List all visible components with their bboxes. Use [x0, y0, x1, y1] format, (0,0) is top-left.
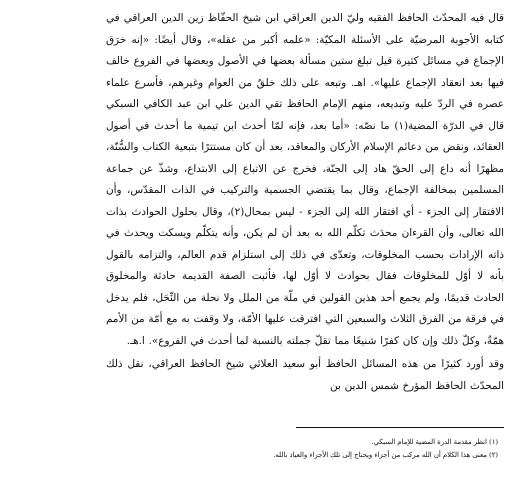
- paragraph-1: قال فيه المحدّث الحافظ الفقيه وليّ الدين العراقي ابن شيخ الحفّاظ زين الدين العراقي في كتابه الأجوبة المرضيّة على الأسئلة المكيّة: «علمه أكبر من عقله»، وقال أيضًا: «إنه خرَق الإجماع في مسائل كثيرة قيل تبلغ ستين مسألة بعضها في الأصول وبعضها في الفروع خالف فيها بعد انعقاد الإجماع عليها». اهـ. وتبعه على ذلك خلقٌ من العوام وغيرهم، فأسرع علماء عصره في الردّ عليه وتبديعه، منهم الإمام الحافظ تقي الدين علي ابن عبد الكافي السبكي قال في الدرّة المضية(١) ما نصّه: «أما بعد، فإنه لمّا أحدث ابن تيمية ما أحدث في أصول العقائد، ونقض من دعائم الإسلام الأركان والمعاقد، بعد أن كان مستترًا بتبعية الكتاب والسُّنّة، مظهرًا أنه داع إلى الحقّ هاد إلى الجنّة، فخرج عن الاتباع إلى الابتداع، وشذّ عن جماعة المسلمين بمخالفة الإجماع، وقال بما يقتضي الجسمية والتركيب في الذات المقدّس، وأن الافتقار إلى الجزء - أي افتقار الله إلى الجزء - ليس بمحال(٢)، وقال بحلول الحوادث بذات الله تعالى، وأن القرءان محدَث تكلّم الله به بعد أن لم يكن، وأنه يتكلّم ويسكت ويحدث في ذاته الإرادات بحسب المخلوقات، وتعدّى في ذلك إلى استلزام قدم العالم، والتزامه بالقول بأنه لا أوّل للمخلوقات فقال بحوادث لا أوّل لها، فأثبت الصفة القديمة حادثة والمخلوق الحادث قديمًا، ولم يجمع أحد هذين القولين في ملّة من الملل ولا نحلة من النِّحَل، فلم يدخل في فرقة من الفرق الثلاث والسبعين التي افترقت عليها الأمّة، ولا وقفت به مع أمّة من الأمم همّةٌ، وكلّ ذلك وإن كان كفرًا شنيعًا مما تقلّ جملته بالنسبة لما أحدث في الفروع». ا.هـ.: [106, 12, 504, 347]
- main-text: [106, 8, 504, 397]
- footnote-separator: [296, 427, 504, 428]
- footnote-2: (٢) معنى هذا الكلام أن الله مركب من أجزاء ويحتاج إلى تلك الأجزاء والعياذ بالله.: [273, 451, 498, 459]
- footnote-1: (١) انظر مقدمة الدرة المضية للإمام السبكي.: [371, 438, 498, 446]
- paragraph-2: وقد أورد كثيرًا من هذه المسائل الحافظ أبو سعيد العلائي شيخ الحافظ العراقي، نقل ذلك المحدّث الحافظ المؤرخ شمس الدين بن: [106, 358, 504, 392]
- footnotes: [110, 436, 498, 462]
